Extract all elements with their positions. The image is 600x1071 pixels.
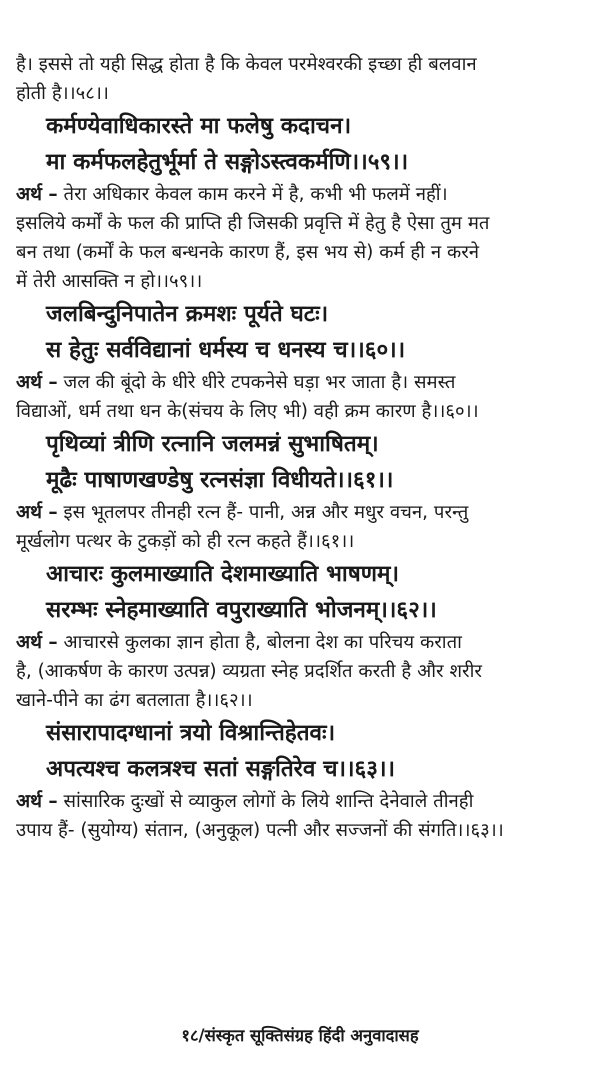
line-text: संसारापादग्धानां त्रयो विश्रान्तिहेतवः। [46, 720, 336, 746]
text-line [16, 267, 586, 296]
verse-line [16, 332, 586, 368]
line-text: जल की बूंदो के धीरे धीरे टपकनेसे घड़ा भर जाता है। समस्त [57, 372, 456, 393]
line-text: विद्याओं, धर्म तथा धन के(संचय के लिए भी) वही क्रम कारण है।।६०।। [16, 401, 479, 422]
verse-line [16, 296, 586, 332]
line-text: कर्मण्येवाधिकारस्ते मा फलेषु कदाचन। [46, 113, 352, 139]
line-text: खाने-पीने का ढंग बतलाता है।।६२।। [16, 690, 253, 711]
line-text: बन तथा (कर्मों के फल बन्धनके कारण हैं, इस भय से) कर्म ही न करने [16, 242, 480, 263]
text-line [16, 498, 586, 527]
text-line [16, 397, 586, 426]
line-text: पृथिव्यां त्रीणि रत्नानि जलमन्नं सुभाषितम्। [46, 431, 379, 457]
meaning-label: अर्थ – [16, 791, 58, 812]
line-text: मा कर्मफलहेतुर्भूर्मा ते सङ्गोऽस्त्वकर्मणि।।५९।। [46, 149, 409, 175]
page-body [16, 50, 586, 845]
text-line [16, 787, 586, 816]
line-text: आचारः कुलमाख्याति देशमाख्याति भाषणम्। [46, 561, 399, 587]
line-text: तेरा अधिकार केवल काम करने में है, कभी भी फलमें नहीं। [57, 184, 448, 205]
text-line [16, 79, 586, 108]
line-text: मूर्खलोग पत्थर के टुकड़ों को ही रत्न कहते हैं।।६१।। [16, 531, 355, 552]
text-line [16, 527, 586, 556]
text-line [16, 628, 586, 657]
line-text: जलबिन्दुनिपातेन क्रमशः पूर्यते घटः। [46, 301, 329, 327]
verse-line [16, 751, 586, 787]
line-text: सरम्भः स्नेहमाख्याति वपुराख्याति भोजनम्।।६२।। [46, 597, 437, 623]
line-text: है। इससे तो यही सिद्ध होता है कि केवल परमेश्वरकी इच्छा ही बलवान [16, 54, 477, 75]
line-text: अपत्यश्च कलत्रश्च सतां सङ्गतिरेव च।।६३।। [46, 756, 396, 782]
line-text: मूढैः पाषाणखण्डेषु रत्नसंज्ञा विधीयते।।६१।। [46, 467, 394, 493]
line-text: आचारसे कुलका ज्ञान होता है, बोलना देश का परिचय कराता [57, 632, 462, 653]
meaning-label: अर्थ – [16, 502, 58, 523]
verse-line [16, 108, 586, 144]
line-text: इसलिये कर्मों के फल की प्राप्ति ही जिसकी प्रवृत्ति में हेतु है ऐसा तुम मत [16, 213, 490, 234]
verse-line [16, 715, 586, 751]
line-text: उपाय हैं- (सुयोग्य) संतान, (अनुकूल) पत्नी और सज्जनों की संगति।।६३।। [16, 820, 504, 841]
text-line [16, 686, 586, 715]
line-text: इस भूतलपर तीनही रत्न हैं- पानी, अन्न और मधुर वचन, परन्तु [57, 502, 469, 523]
meaning-label: अर्थ – [16, 632, 58, 653]
text-line [16, 368, 586, 397]
text-line [16, 209, 586, 238]
meaning-label: अर्थ – [16, 184, 58, 205]
line-text: है, (आकर्षण के कारण उत्पन्न) व्यग्रता स्नेह प्रदर्शित करती है और शरीर [16, 661, 482, 682]
verse-line [16, 556, 586, 592]
verse-line [16, 426, 586, 462]
text-line [16, 657, 586, 686]
line-text: होती है।।५८।। [16, 83, 109, 104]
text-line [16, 816, 586, 845]
text-line [16, 180, 586, 209]
text-line [16, 50, 586, 79]
verse-line [16, 462, 586, 498]
line-text: सांसारिक दुःखों से व्याकुल लोगों के लिये शान्ति देनेवाले तीनही [57, 791, 474, 812]
text-line [16, 238, 586, 267]
verse-line [16, 144, 586, 180]
meaning-label: अर्थ – [16, 372, 58, 393]
page-footer: १८/संस्कृत सूक्तिसंग्रह हिंदी अनुवादासह [181, 1026, 419, 1045]
line-text: स हेतुः सर्वविद्यानां धर्मस्य च धनस्य च।।६०।। [46, 337, 406, 363]
verse-line [16, 592, 586, 628]
line-text: में तेरी आसक्ति न हो।।५९।। [16, 271, 203, 292]
